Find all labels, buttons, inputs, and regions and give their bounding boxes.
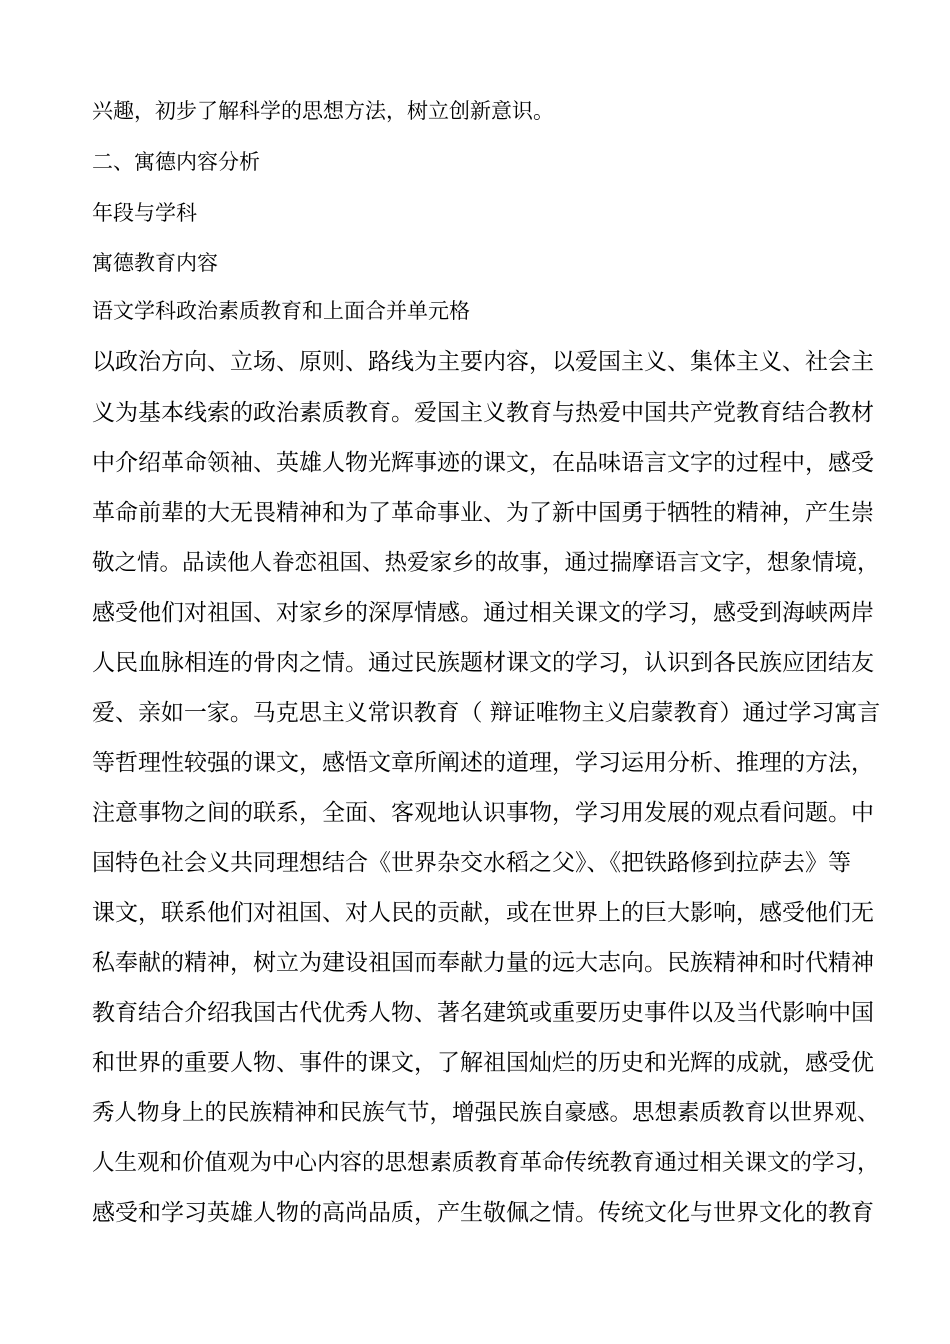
- body-line: 等哲理性较强的课文，感悟文章所阐述的道理，学习运用分析、推理的方法，: [92, 750, 874, 776]
- body-line: 人生观和价值观为中心内容的思想素质教育革命传统教育通过相关课文的学习，: [92, 1150, 880, 1176]
- body-line: 注意事物之间的联系，全面、客观地认识事物，学习用发展的观点看问题。中: [92, 800, 874, 826]
- table-row-label: 语文学科政治素质教育和上面合并单元格: [92, 299, 470, 323]
- body-line: 私奉献的精神，树立为建设祖国而奉献力量的远大志向。民族精神和时代精神: [92, 950, 874, 976]
- body-line: 中介绍革命领袖、英雄人物光辉事迹的课文，在品味语言文字的过程中，感受: [92, 450, 874, 476]
- body-line: 国特色社会义共同理想结合《世界杂交水稻之父》、《把铁路修到拉萨去》等: [92, 850, 851, 876]
- body-line: 和世界的重要人物、事件的课文，了解祖国灿烂的历史和光辉的成就，感受优: [92, 1050, 874, 1076]
- body-line: 义为基本线索的政治素质教育。爱国主义教育与热爱中国共产党教育结合教材: [92, 400, 874, 426]
- body-line: 课文，联系他们对祖国、对人民的贡献，或在世界上的巨大影响，感受他们无: [92, 900, 874, 926]
- intro-line: 兴趣，初步了解科学的思想方法，树立创新意识。: [92, 99, 554, 123]
- body-line: 革命前辈的大无畏精神和为了革命事业、为了新中国勇于牺牲的精神，产生崇: [92, 500, 874, 526]
- table-header-grade-subject: 年段与学科: [92, 201, 197, 225]
- body-line: 敬之情。品读他人眷恋祖国、热爱家乡的故事，通过揣摩语言文字，想象情境，: [92, 550, 880, 576]
- body-line: 秀人物身上的民族精神和民族气节，增强民族自豪感。思想素质教育以世界观、: [92, 1100, 880, 1126]
- body-line: 教育结合介绍我国古代优秀人物、著名建筑或重要历史事件以及当代影响中国: [92, 1000, 874, 1026]
- section-title: 二、寓德内容分析: [92, 150, 260, 174]
- body-line: 感受他们对祖国、对家乡的深厚情感。通过相关课文的学习，感受到海峡两岸: [92, 600, 874, 626]
- body-line: 爱、亲如一家。马克思主义常识教育（ 辩证唯物主义启蒙教育）通过学习寓言: [92, 700, 881, 726]
- body-line: 人民血脉相连的骨肉之情。通过民族题材课文的学习，认识到各民族应团结友: [92, 650, 874, 676]
- body-line: 以政治方向、立场、原则、路线为主要内容，以爱国主义、集体主义、社会主: [92, 349, 874, 375]
- table-header-content: 寓德教育内容: [92, 251, 218, 275]
- body-line: 感受和学习英雄人物的高尚品质，产生敬佩之情。传统文化与世界文化的教育: [92, 1200, 874, 1226]
